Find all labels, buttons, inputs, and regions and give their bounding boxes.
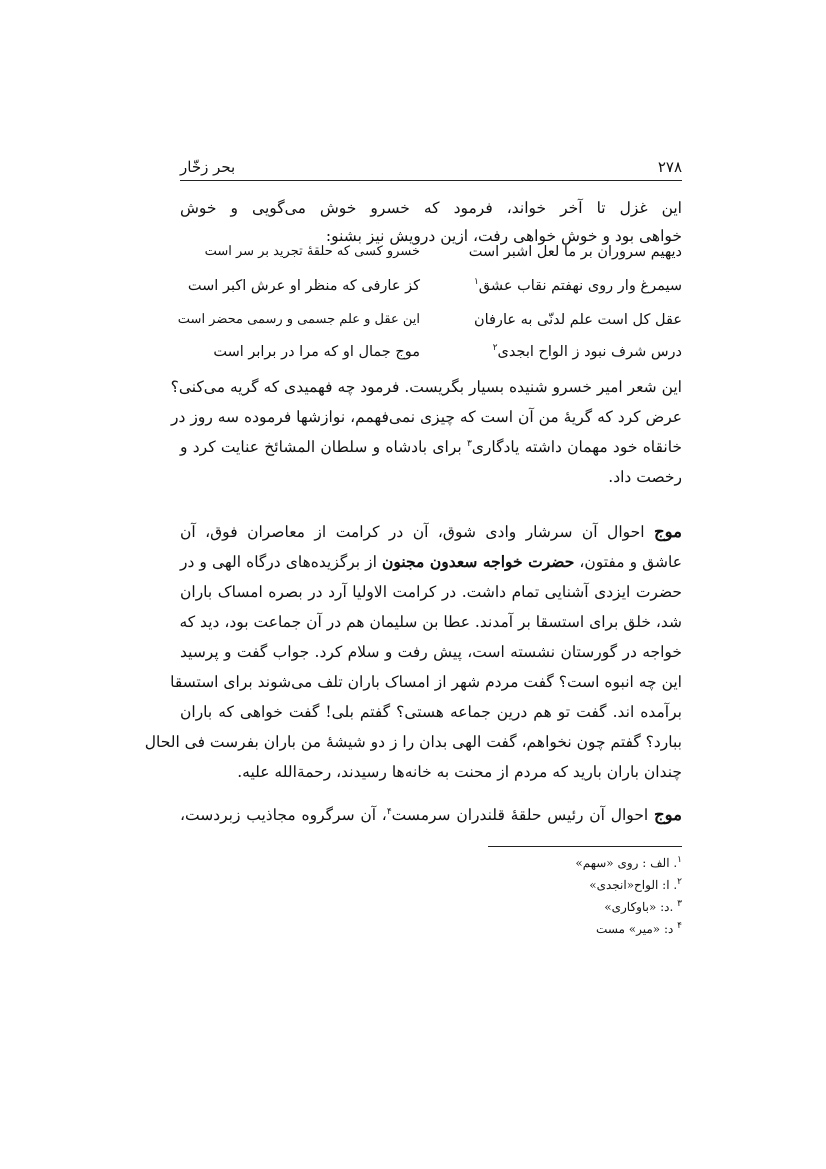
para3-line-1 bbox=[180, 517, 682, 547]
text-run: برای بادشاه و سلطان المشائخ عنایت کرد و bbox=[180, 438, 467, 456]
poem-hemistich-left: موج جمال او که مرا در برابر است bbox=[213, 344, 420, 360]
poem-hemistich-right: دیهیم سروران بر ما لعل اشبر است bbox=[468, 244, 682, 260]
para3-line-4: شد، خلق برای استسقا بر آمدند. عطا بن سلیمان هم در آن جماعت بود، دید که bbox=[179, 613, 682, 631]
text-run: عاشق و مفتون، bbox=[574, 553, 682, 571]
intro-paragraph bbox=[180, 194, 682, 250]
page-number: ۲۷۸ bbox=[657, 158, 682, 176]
para3-line-7: برآمده اند. گفت تو هم درین جماعه هستی؟ گفتم بلی! گفت خواهی که باران bbox=[180, 703, 682, 721]
para2-line-3 bbox=[180, 432, 682, 462]
para4-line-1 bbox=[180, 800, 682, 830]
footnote-text: د: «میر» مست bbox=[596, 922, 678, 936]
text-run: ، آن سرگروه مجاذیب زبردست، bbox=[180, 806, 387, 824]
poem-hemistich-left: این عقل و علم جسمی و رسمی محضر است bbox=[177, 312, 420, 327]
running-title: بحر زخّار bbox=[180, 158, 236, 176]
footnote bbox=[480, 874, 682, 896]
footnote-number: ۳ bbox=[677, 899, 682, 909]
poem-hemistich-left: خسرو کسی که حلقهٔ تجرید بر سر است bbox=[204, 244, 420, 259]
text-run: احوال آن رئیس حلقهٔ قلندران سرمست bbox=[391, 806, 654, 824]
footnotes bbox=[480, 852, 682, 940]
poem-hemistich-right bbox=[442, 278, 682, 294]
paragraph-3 bbox=[144, 517, 682, 787]
header-rule bbox=[180, 180, 682, 181]
poem-verse bbox=[180, 278, 682, 304]
intro-line-1: این غزل تا آخر خواند، فرمود که خسرو خوش می‌گویی و خوش bbox=[180, 199, 682, 217]
footnote bbox=[480, 852, 682, 874]
footnote-number: ۴ bbox=[677, 921, 682, 931]
footnote-number: ۱ bbox=[677, 855, 682, 865]
footnote-number: ۲ bbox=[677, 877, 682, 887]
para3-line-6: این چه انبوه است؟ گفت مردم شهر از امساک باران تلف می‌شوند برای استسقا bbox=[170, 673, 682, 691]
para3-line-8: ببارد؟ گفتم چون نخواهم، گفت الهی بدان را ز دو شیشهٔ من باران بفرست فی الحال bbox=[144, 733, 682, 751]
para3-line-3: حضرت ایزدی آشنایی تمام داشت. در کرامت الاولیا آرد در بصره امساک باران bbox=[180, 583, 682, 601]
poem-text: سیمرغ وار روی نهفتم نقاب عشق bbox=[478, 278, 682, 294]
poem-verse bbox=[180, 344, 682, 370]
page-header bbox=[180, 148, 682, 176]
para2-line-4: رخصت داد. bbox=[608, 468, 682, 486]
para3-line-5: خواجه در گورستان نشسته است، پیش رفت و سلام کرد. جواب گفت و پرسید bbox=[180, 643, 682, 661]
footnote-text: . ا: الواح«انجدی» bbox=[589, 878, 678, 892]
intro-line-2: خواهی بود و خوش خواهی رفت، ازین درویش نیز بشنو: bbox=[325, 227, 682, 245]
footnote-ref: ۱ bbox=[473, 277, 479, 288]
footnote-ref: ۴ bbox=[386, 806, 392, 817]
poem-verse bbox=[177, 312, 682, 338]
footnote-text: .د: «باوکاری» bbox=[604, 900, 678, 914]
highlighted-name: حضرت خواجه سعدون مجنون bbox=[381, 552, 575, 571]
para3-line-2 bbox=[180, 547, 682, 577]
text-run: از برگزیده‌های درگاه الهی و در bbox=[180, 553, 382, 571]
footnote-text: . الف : روی «سهم» bbox=[575, 856, 678, 870]
footnote bbox=[480, 918, 682, 940]
text-run: احوال آن سرشار وادی شوق، آن در کرامت از معاصران فوق، آن bbox=[180, 523, 654, 541]
para2-line-1: این شعر امیر خسرو شنیده بسیار بگریست. فرمود چه فهمیدی که گریه می‌کنی؟ bbox=[170, 378, 682, 396]
footnote-rule bbox=[488, 846, 682, 847]
section-keyword: موج bbox=[653, 522, 682, 541]
footnote-ref: ۳ bbox=[466, 438, 472, 449]
poem-hemistich-right bbox=[442, 344, 682, 360]
footnote-ref: ۲ bbox=[492, 343, 498, 354]
poem-verse bbox=[180, 244, 682, 270]
section-keyword: موج bbox=[653, 805, 682, 824]
poem-hemistich-left: کز عارفی که منظر او عرش اکبر است bbox=[187, 278, 420, 294]
text-run: خانقاه خود مهمان داشته یادگاری bbox=[471, 438, 682, 456]
paragraph-2 bbox=[170, 372, 682, 492]
paragraph-4 bbox=[180, 800, 682, 830]
footnote bbox=[480, 896, 682, 918]
poem-hemistich-right: عقل کل است علم لدنّی به عارفان bbox=[473, 312, 682, 328]
poem-text: درس شرف نبود ز الواح ابجدی bbox=[497, 344, 682, 360]
para2-line-2: عرض کرد که گریهٔ من آن است که چیزی نمی‌فهمم، نوازشها فرموده سه روز در bbox=[171, 408, 682, 426]
para3-line-9: چندان باران بارید که مردم از محنت به خانه‌ها رسیدند، رحمة‌الله علیه. bbox=[237, 763, 682, 781]
